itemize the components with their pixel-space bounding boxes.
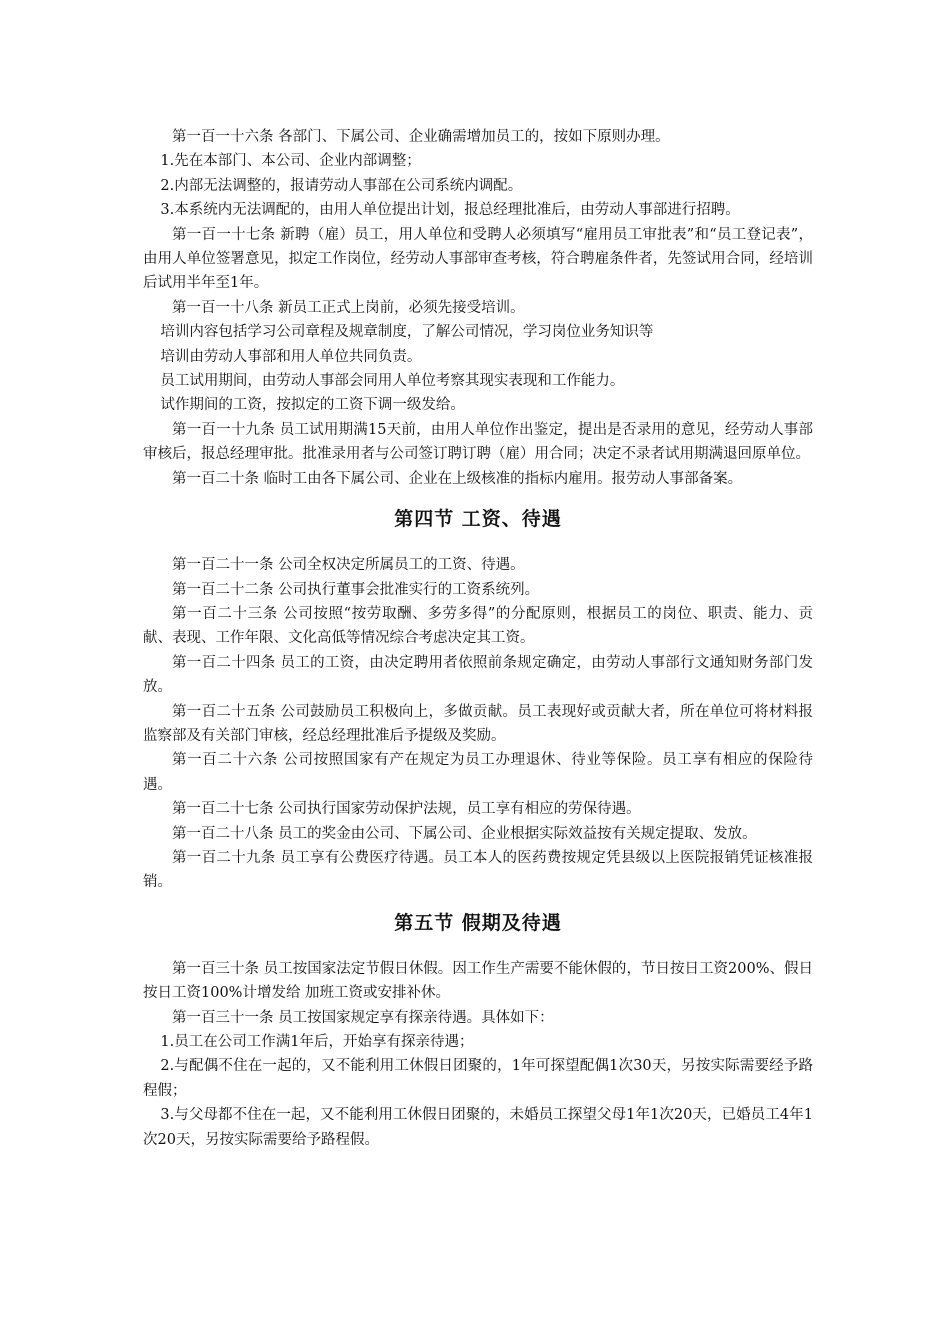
article-122: 第一百二十二条 公司执行董事会批准实行的工资系统列。: [172, 581, 540, 598]
article-123: 第一百二十三条 公司按照“按劳取酬、多劳多得”的分配原则，根据员工的岗位、职责、能力、贡献、表现、工作年限、文化高低等情况综合考虑决定其工资。: [143, 605, 813, 647]
article-130: 第一百三十条 员工按国家法定节假日休假。因工作生产需要不能休假的，节日按日工资200%、假日按日工资100%计增发给 加班工资或安排补休。: [143, 960, 813, 1002]
article-131: 第一百三十一条 员工按国家规定享有探亲待遇。具体如下：: [172, 1009, 554, 1026]
list-item: 1.员工在公司工作满1年后，开始享有探亲待遇；: [160, 1034, 474, 1050]
section-4-body: [143, 553, 813, 895]
article-117: 第一百一十七条 新聘（雇）员工，用人单位和受聘人必须填写“雇用员工审批表”和“员工登记表”，由用人单位签署意见，拟定工作岗位，经劳动人事部审查考核，符合聘雇条件者，先签试用合同，经培训后试用半年至1年。: [143, 226, 813, 292]
article-119: 第一百一十九条 员工试用期满15天前，由用人单位作出鉴定，提出是否录用的意见，经劳动人事部审核后，报总经理审批。批准录用者与公司签订聘订聘（雇）用合同；决定不录者试用期满退回原单位。: [143, 421, 813, 463]
section-5-body: [143, 957, 813, 1152]
list-item: 3.本系统内无法调配的，由用人单位提出计划，报总经理批准后，由劳动人事部进行招聘。: [160, 202, 740, 219]
section-5-heading: 第五节 假期及待遇: [394, 911, 562, 934]
article-124: 第一百二十四条 员工的工资，由决定聘用者依照前条规定确定，由劳动人事部行文通知财务部门发放。: [143, 654, 813, 696]
section-3-body: [143, 125, 813, 491]
list-item: 2.与配偶不住在一起的，又不能利用工休假日团聚的，1年可探望配偶1次30天，另按实际需要经予路程假；: [143, 1058, 813, 1099]
list-item: 1.先在本部门、本公司、企业内部调整；: [160, 153, 421, 170]
section-4-heading: 第四节 工资、待遇: [394, 508, 562, 531]
article-129: 第一百二十九条 员工享有公费医疗待遇。员工本人的医药费按规定凭县级以上医院报销凭证核准报销。: [143, 849, 813, 891]
article-128: 第一百二十八条 员工的奖金由公司、下属公司、企业根据实际效益按有关规定提取、发放。: [172, 825, 757, 842]
list-item: 3.与父母都不住在一起，又不能利用工休假日团聚的，未婚员工探望父母1年1次20天，已婚员工4年1次20天，另按实际需要给予路程假。: [143, 1107, 813, 1148]
list-item: 培训由劳动人事部和用人单位共同负责。: [160, 348, 422, 365]
article-126: 第一百二十六条 公司按照国家有产在规定为员工办理退休、待业等保险。员工享有相应的保险待遇。: [143, 752, 813, 793]
article-116: 第一百一十六条 各部门、下属公司、企业确需增加员工的，按如下原则办理。: [172, 129, 670, 145]
list-item: 培训内容包括学习公司章程及规章制度，了解公司情况，学习岗位业务知识等: [160, 324, 654, 341]
article-121: 第一百二十一条 公司全权决定所属员工的工资、待遇。: [172, 557, 525, 574]
article-127: 第一百二十七条 公司执行国家劳动保护法规，员工享有相应的劳保待遇。: [172, 801, 641, 818]
article-120: 第一百二十条 临时工由各下属公司、企业在上级核准的指标内雇用。报劳动人事部备案。: [172, 470, 743, 487]
article-125: 第一百二十五条 公司鼓励员工积极向上，多做贡献。员工表现好或贡献大者，所在单位可将材料报监察部及有关部门审核，经总经理批准后予提级及奖励。: [143, 703, 813, 744]
document-body: [143, 125, 813, 1152]
article-118: 第一百一十八条 新员工正式上岗前，必须先接受培训。: [172, 299, 525, 316]
list-item: 2.内部无法调整的，报请劳动人事部在公司系统内调配。: [160, 177, 523, 194]
list-item: 员工试用期间，由劳动人事部会同用人单位考察其现实表现和工作能力。: [160, 373, 625, 390]
list-item: 试作期间的工资，按拟定的工资下调一级发给。: [160, 397, 465, 414]
